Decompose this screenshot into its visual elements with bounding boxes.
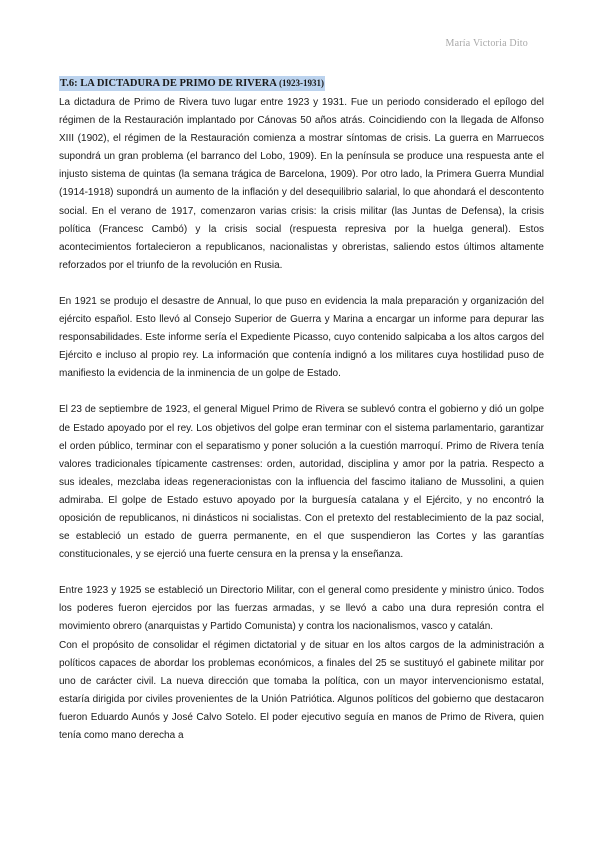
- section-title-years: (1923-1931): [278, 78, 324, 88]
- paragraph-golpe-estado: El 23 de septiembre de 1923, el general Miguel Primo de Rivera se sublevó contra el gobierno y dió un golpe de Estado apoyado por el rey. Los objetivos del golpe eran terminar con el sistema parlamentario, garantizar el orden público, terminar con el separatismo y poner solución a la cuestión marroquí. Primo de Rivera tenía valores tradicionales típicamente castrenses: orden, autoridad, disciplina y amor por la patria. Respecto a sus ideales, mezclaba ideas regeneracionistas con la influencia del fascimo italiano de Mussolini, a quien admiraba. El golpe de Estado estuvo apoyado por la burguesía catalana y el Ejército, y no encontró la oposición de republicanos, ni dinásticos ni socialistas. Con el pretexto del restablecimiento de la paz social, se estableció un estado de guerra permanente, en el que suspendieron las Cortes y las garantías constitucionales, y se ejerció una fuerte censura en la prensa y la enseñanza.: [59, 404, 544, 561]
- section-title: [59, 76, 325, 91]
- paragraph-directorio-militar: Entre 1923 y 1925 se estableció un Directorio Militar, con el general como presidente y ministro único. Todos los poderes fueron ejercidos por las fuerzas armadas, y se llevó a cabo una dura represión contra el movimiento obrero (anarquistas y Partido Comunista) y contra los nacionalismos, vasco y catalán.: [59, 585, 544, 633]
- paragraph-directorio-civil: Con el propósito de consolidar el régimen dictatorial y de situar en los altos cargos de la administración a políticos capaces de abordar los problemas económicos, a finales del 25 se sustituyó el gabinete militar por uno de carácter civil. La nueva dirección que tomaba la política, con un mayor intervencionismo estatal, estaría dirigida por civiles provenientes de la Unión Patriótica. Algunos políticos del gobierno que destacaron fueron Eduardo Aunós y José Calvo Sotelo. El poder ejecutivo seguía en manos de Primo de Rivera, quien tenía como mano derecha a: [59, 639, 544, 741]
- paragraph-restauracion-crisis: La dictadura de Primo de Rivera tuvo lugar entre 1923 y 1931. Fue un periodo considerado el epílogo del régimen de la Restauración implantado por Cánovas 50 años atrás. Coincidiendo con la llegada de Alfonso XIII (1902), el régimen de la Restauración comienza a mostrar síntomas de crisis. La guerra en Marruecos supondrá un gran problema (el barranco del Lobo, 1909). En la península se produce una respuesta ante el injusto sistema de quintas (la semana trágica de Barcelona, 1909). Por otro lado, la Primera Guerra Mundial (1914-1918) supondrá un aumento de la inflación y del desequilibrio salarial, lo que ahondará el descontento social. En el verano de 1917, comenzaron varias crisis: la crisis militar (las Juntas de Defensa), la crisis política (Francesc Cambó) y la crisis social (respuesta represiva por la huelga general). Estos acontecimientos fortalecieron a republicanos, nacionalistas y obreristas, saliendo estos últimos altamente reforzados por el triunfo de la revolución en Rusia.: [59, 97, 544, 271]
- author-header: María Victoria Dito: [445, 38, 528, 49]
- document-body: [59, 73, 544, 745]
- paragraph-annual: En 1921 se produjo el desastre de Annual, lo que puso en evidencia la mala preparación y organización del ejército español. Esto llevó al Consejo Superior de Guerra y Marina a encargar un informe para depurar las responsabilidades. Este informe sería el Expediente Picasso, cuyo contenido salpicaba a los altos cargos del Ejército e incluso al propio rey. La información que contenía indignó a los militares cuya hostilidad puso de manifiesto la evidencia de la inminencia de un golpe de Estado.: [59, 295, 544, 380]
- section-title-text: T.6: LA DICTADURA DE PRIMO DE RIVERA: [60, 78, 277, 89]
